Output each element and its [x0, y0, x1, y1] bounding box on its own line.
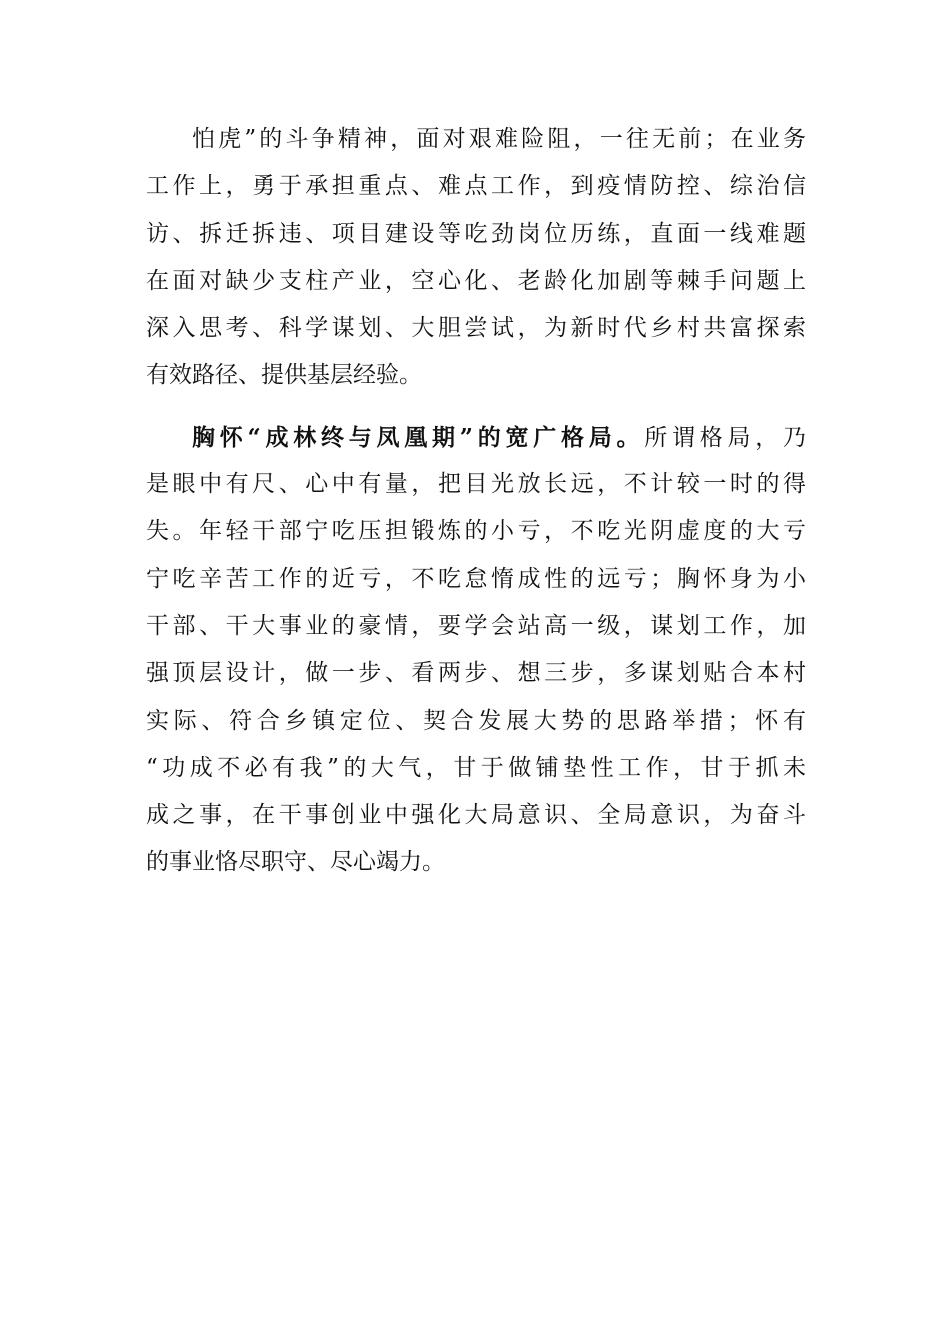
- paragraph-line: 在面对缺少支柱产业，空心化、老龄化加剧等棘手问题上: [146, 267, 806, 294]
- paragraph-2: [146, 414, 806, 887]
- paragraph-line: 失。年轻干部宁吃压担锻炼的小亏，不吃光阴虚度的大亏: [146, 518, 806, 545]
- paragraph-heading: 胸怀“成林终与凤凰期”的宽广格局。: [192, 423, 645, 451]
- paragraph-line: 的事业恪尽职守、尽心竭力。: [146, 849, 445, 876]
- paragraph-line: 访、拆迁拆违、项目建设等吃劲岗位历练，直面一线难题: [146, 220, 806, 247]
- paragraph-line: “功成不必有我”的大气，甘于做铺垫性工作，甘于抓未: [146, 754, 806, 781]
- paragraph-1: [146, 116, 806, 400]
- paragraph-line: 是眼中有尺、心中有量，把目光放长远，不计较一时的得: [146, 471, 806, 498]
- paragraph-line: 干部、干大事业的豪情，要学会站高一级，谋划工作，加: [146, 612, 806, 639]
- paragraph-spacer: [146, 400, 806, 414]
- paragraph-heading-continuation: 所谓格局，乃: [644, 424, 806, 451]
- paragraph-line: 工作上，勇于承担重点、难点工作，到疫情防控、综治信: [146, 173, 806, 200]
- paragraph-line: 宁吃辛苦工作的近亏，不吃怠惰成性的远亏；胸怀身为小: [146, 565, 806, 592]
- paragraph-line: 怕虎”的斗争精神，面对艰难险阻，一往无前；在业务: [192, 126, 806, 152]
- paragraph-line: 深入思考、科学谋划、大胆尝试，为新时代乡村共富探索: [146, 315, 806, 342]
- paragraph-line: 强顶层设计，做一步、看两步、想三步，多谋划贴合本村: [146, 660, 806, 687]
- paragraph-first-line: [146, 414, 806, 461]
- paragraph-line: 实际、符合乡镇定位、契合发展大势的思路举措；怀有: [146, 707, 806, 734]
- document-body: [146, 116, 806, 887]
- paragraph-line: 成之事，在干事创业中强化大局意识、全局意识，为奋斗: [146, 802, 806, 829]
- paragraph-line: 有效路径、提供基层经验。: [146, 362, 422, 389]
